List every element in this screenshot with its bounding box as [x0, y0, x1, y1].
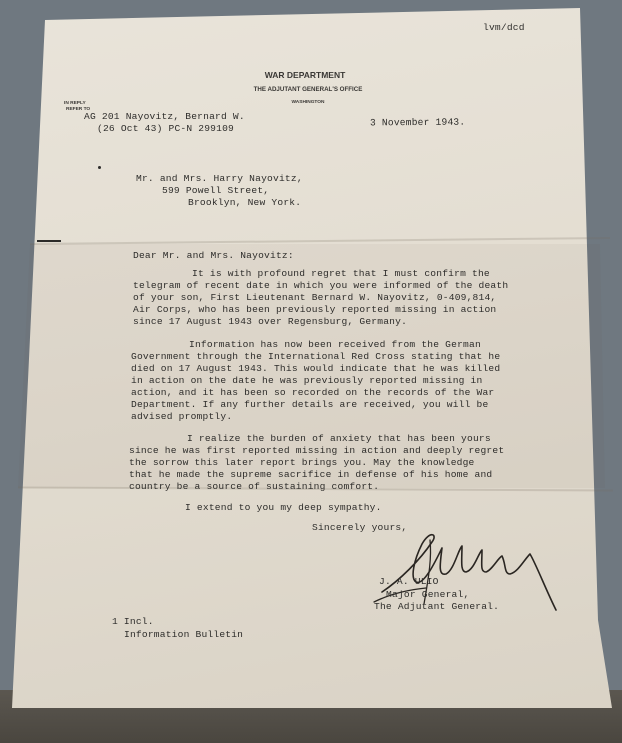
p2-line: action, and it has been so recorded on the records of the War [131, 387, 495, 398]
p3-line: the sorrow this later report brings you. May the knowledge [129, 457, 475, 468]
p2-line: advised promptly. [131, 411, 233, 422]
file-code: lvm/dcd [483, 22, 525, 33]
enclosure-count: 1 Incl. [112, 616, 154, 627]
enclosure-item: Information Bulletin [124, 629, 244, 640]
in-reply-label-1: IN REPLY [64, 101, 86, 106]
bullet-mark [98, 166, 101, 169]
p1-line: of your son, First Lieutenant Bernard W. Nayovitz, 0-409,814, [133, 292, 497, 303]
addressee-line-2: 599 Powell Street, [162, 185, 270, 196]
p3-line: I realize the burden of anxiety that has been yours [187, 433, 491, 444]
p1-line: It is with profound regret that I must confirm the [192, 268, 490, 279]
signer-title: The Adjutant General. [374, 601, 500, 612]
p2-line: Information has now been received from the German [189, 339, 481, 350]
p3-line: country be a source of sustaining comfort. [129, 481, 380, 492]
reference-line-2: (26 Oct 43) PC-N 299109 [97, 123, 235, 134]
addressee-line-3: Brooklyn, New York. [188, 197, 302, 208]
reference-line-1: AG 201 Nayovitz, Bernard W. [84, 111, 245, 122]
p2-line: Government through the International Red Cross stating that he [131, 351, 501, 362]
letter-date: 3 November 1943. [369, 116, 466, 129]
p1-line: telegram of recent date in which you were informed of the death [133, 280, 509, 291]
salutation: Dear Mr. and Mrs. Nayovitz: [133, 250, 294, 261]
p2-line: Department. If any further details are received, you will be [131, 399, 489, 410]
addressee-line-1: Mr. and Mrs. Harry Nayovitz, [136, 173, 303, 184]
p3-line: that he made the supreme sacrifice in defense of his home and [129, 469, 493, 480]
p3-line: since he was first reported missing in action and deeply regret [129, 445, 505, 456]
letterhead-department: WAR DEPARTMENT [264, 70, 346, 80]
letterhead-city: WASHINGTON [291, 100, 325, 105]
letterhead-office: THE ADJUTANT GENERAL'S OFFICE [253, 86, 363, 93]
in-reply-label-2: REFER TO [66, 107, 91, 112]
p1-line: since 17 August 1943 over Regensburg, Germany. [133, 316, 408, 327]
sympathy-line: I extend to you my deep sympathy. [185, 502, 382, 513]
signer-name: J. A. ULIO [379, 576, 439, 587]
signer-rank: Major General, [386, 589, 470, 600]
p1-line: Air Corps, who has been previously reported missing in action [133, 304, 497, 315]
p2-line: in action on the date he was previously reported missing in [131, 375, 483, 386]
closing: Sincerely yours, [312, 522, 408, 533]
fold-mark [37, 240, 61, 242]
p2-line: died on 17 August 1943. This would indicate that he was killed [131, 363, 501, 374]
